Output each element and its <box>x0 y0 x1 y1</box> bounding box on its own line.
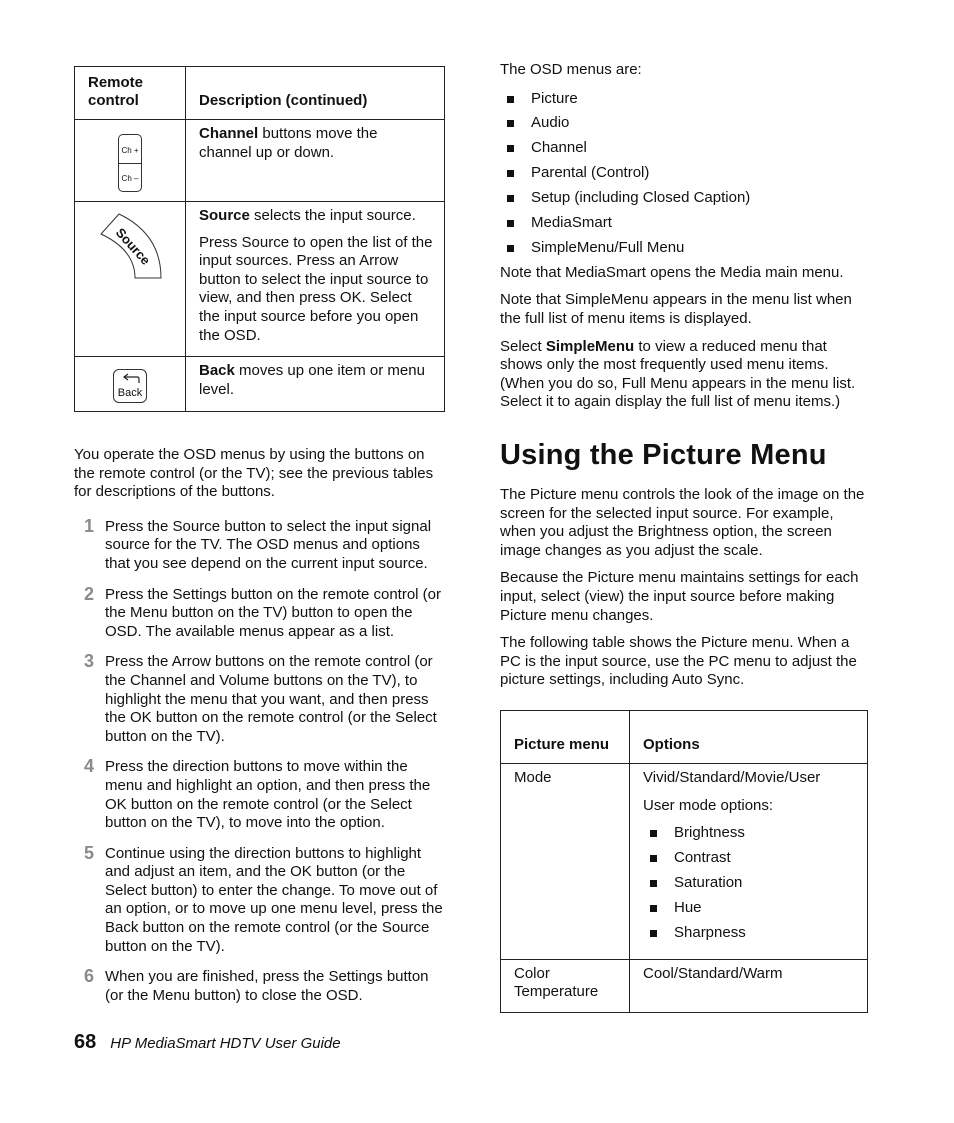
list-item <box>500 164 868 183</box>
osd-menu-list <box>500 90 868 258</box>
list-item <box>500 139 868 158</box>
menu-name: Audio <box>531 114 570 132</box>
source-icon-cell <box>75 202 186 357</box>
table-row <box>75 120 445 202</box>
channel-up-label: Ch + <box>121 146 139 155</box>
select-post: to view a reduced menu that shows only the most frequently used menu items. (When you do so, Full Menu appears in the menu list. Select it to again display the full list of menu items.) <box>500 337 856 411</box>
channel-term: Channel <box>199 125 259 142</box>
page-number: 68 <box>74 1031 97 1053</box>
list-item <box>500 189 868 208</box>
bullet-icon <box>650 930 657 937</box>
back-button-icon <box>113 369 147 403</box>
source-button-icon <box>97 212 163 282</box>
right-column <box>500 61 868 1013</box>
channel-divider <box>119 163 141 164</box>
bullet-icon <box>507 195 514 202</box>
list-item <box>643 824 857 843</box>
bullet-icon <box>650 855 657 862</box>
step-text: Continue using the direction buttons to highlight and adjust an item, and the OK button (or the Select button) to enter the change. To move out of an option, or to move up one menu level, press the Back button on the remote control (or the Source button on the TV). <box>105 844 443 955</box>
step-text: When you are finished, press the Settings button (or the Menu button) to close the OSD. <box>105 968 429 1004</box>
section-heading: Using the Picture Menu <box>500 438 827 471</box>
step-text: Press the Source button to select the input signal source for the TV. The OSD menus and options that you see depend on the current input source. <box>105 517 432 572</box>
menu-name: SimpleMenu/Full Menu <box>531 238 685 256</box>
back-text <box>199 362 434 399</box>
list-item <box>643 849 857 868</box>
picture-para-1: The Picture menu controls the look of the image on the screen for the selected input source. For example, when you adjust the Brightness option, the screen image changes as you adjust the scale. <box>500 485 865 559</box>
source-term: Source <box>199 207 250 224</box>
table-row <box>501 763 868 959</box>
list-item <box>74 583 445 642</box>
list-item <box>74 842 445 957</box>
back-icon-cell <box>75 357 186 412</box>
channel-icon-cell <box>75 120 186 202</box>
table-row <box>75 357 445 412</box>
bullet-icon <box>507 120 514 127</box>
source-extra: Press Source to open the list of the input sources. Press an Arrow button to select the input source to view, and then press OK. Select the input source before you open the OSD. <box>199 233 433 344</box>
back-icon-label: Back <box>117 387 143 399</box>
back-desc: moves up one item or menu level. <box>199 362 425 398</box>
header-description: Description (continued) <box>186 67 445 120</box>
option-name: Hue <box>674 898 702 916</box>
color-temperature-label: Color Temperature <box>501 959 630 1012</box>
color-temperature-values: Cool/Standard/Warm <box>630 959 868 1012</box>
header-options: Options <box>630 710 868 763</box>
step-number: 3 <box>84 651 95 672</box>
step-text: Press the Arrow buttons on the remote control (or the Channel and Volume buttons on the TV), to highlight the menu that you want, and then press the OK button on the remote control (or the Select button on the TV). <box>105 653 437 745</box>
option-name: Sharpness <box>674 923 746 941</box>
picture-para-3: The following table shows the Picture menu. When a PC is the input source, use the PC menu to adjust the picture settings, including Auto Sync. <box>500 634 857 689</box>
osd-menus-intro: The OSD menus are: <box>500 61 642 78</box>
step-number: 5 <box>84 842 95 863</box>
picture-menu-table <box>500 710 868 1013</box>
menu-name: MediaSmart <box>531 214 612 232</box>
table-header-row <box>75 67 445 120</box>
back-description <box>186 357 445 412</box>
select-simplemenu-paragraph <box>500 338 868 412</box>
list-item <box>643 899 857 918</box>
source-icon-label: Source <box>112 224 154 268</box>
menu-name: Setup (including Closed Caption) <box>531 189 751 207</box>
user-mode-label: User mode options: <box>643 796 774 814</box>
bullet-icon <box>507 170 514 177</box>
channel-button-icon <box>118 134 142 192</box>
menu-name: Picture <box>531 89 578 107</box>
mode-values: Vivid/Standard/Movie/User <box>643 768 821 786</box>
menu-name: Channel <box>531 139 587 157</box>
bullet-icon <box>507 145 514 152</box>
list-item <box>643 874 857 893</box>
bullet-icon <box>650 905 657 912</box>
mode-options-cell <box>630 763 868 959</box>
option-name: Saturation <box>674 873 743 891</box>
channel-text <box>199 125 434 162</box>
list-item <box>74 653 445 746</box>
back-arrow-icon <box>121 373 141 385</box>
source-desc: selects the input source. <box>249 207 416 224</box>
list-item <box>74 758 445 832</box>
table-header-row <box>501 710 868 763</box>
list-item <box>74 515 445 574</box>
select-pre: Select <box>500 337 546 355</box>
channel-down-label: Ch – <box>121 174 139 183</box>
left-column <box>74 66 445 1017</box>
steps-list <box>74 515 445 1006</box>
step-text: Press the Settings button on the remote control (or the Menu button on the TV) button to open the OSD. The available menus appear as a list. <box>105 585 442 640</box>
list-item <box>74 968 445 1005</box>
step-number: 6 <box>84 966 95 987</box>
back-term: Back <box>199 362 235 379</box>
guide-title: HP MediaSmart HDTV User Guide <box>110 1035 341 1052</box>
table-row <box>501 959 868 1012</box>
list-item <box>643 924 857 943</box>
source-description <box>186 202 445 357</box>
menu-name: Parental (Control) <box>531 164 650 182</box>
channel-description <box>186 120 445 202</box>
step-number: 4 <box>84 756 95 777</box>
header-remote-control: Remote control <box>75 67 186 120</box>
remote-control-table <box>74 66 445 412</box>
table-row <box>75 202 445 357</box>
note-mediasmart: Note that MediaSmart opens the Media main menu. <box>500 263 844 281</box>
bullet-icon <box>507 96 514 103</box>
step-number: 2 <box>84 583 95 604</box>
step-number: 1 <box>84 515 95 536</box>
option-name: Brightness <box>674 824 745 842</box>
list-item <box>500 90 868 109</box>
header-picture-menu: Picture menu <box>501 710 630 763</box>
channel-desc: buttons move the channel up or down. <box>199 125 378 161</box>
note-simplemenu: Note that SimpleMenu appears in the menu list when the full list of menu items is displayed. <box>500 291 852 328</box>
page-footer <box>74 1033 341 1054</box>
list-item <box>500 239 868 258</box>
select-term: SimpleMenu <box>545 337 635 355</box>
option-name: Contrast <box>674 849 731 866</box>
bullet-icon <box>507 220 514 227</box>
list-item <box>500 214 868 233</box>
list-item <box>500 114 868 133</box>
bullet-icon <box>507 245 514 252</box>
picture-para-2: Because the Picture menu maintains settings for each input, select (view) the input source before making Picture menu changes. <box>500 569 859 624</box>
bullet-icon <box>650 830 657 837</box>
osd-intro-paragraph: You operate the OSD menus by using the buttons on the remote control (or the TV); see the previous tables for descriptions of the buttons. <box>74 446 434 501</box>
mode-label: Mode <box>501 763 630 959</box>
source-text <box>199 207 434 226</box>
user-mode-options-list <box>643 824 857 942</box>
step-text: Press the direction buttons to move within the menu and highlight an option, and then press the OK button on the remote control (or the Select button on the TV), to move into the option. <box>105 758 431 832</box>
bullet-icon <box>650 880 657 887</box>
